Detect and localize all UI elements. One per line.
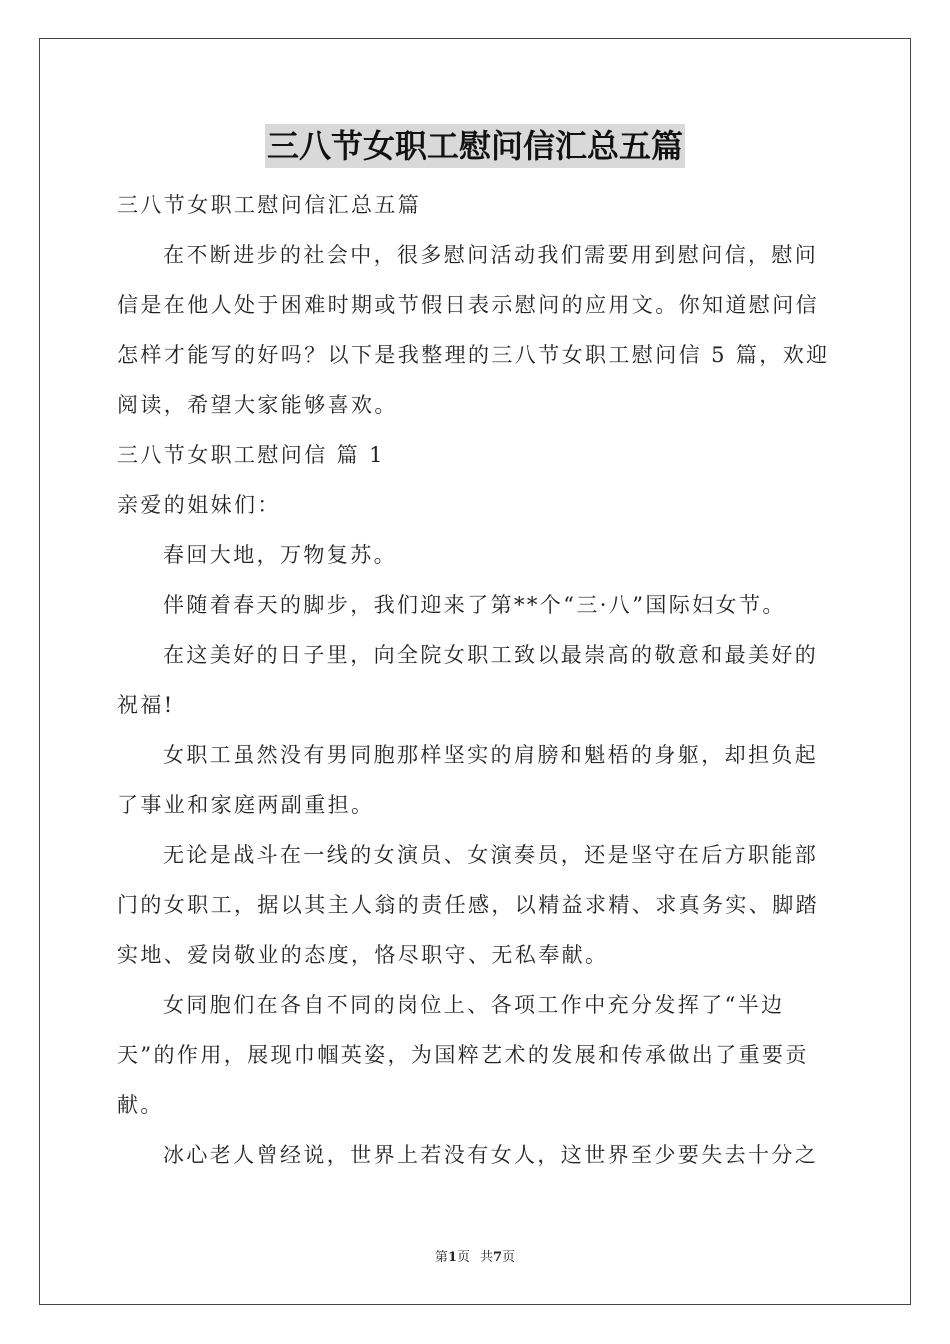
body-line: 了事业和家庭两副重担。 bbox=[117, 793, 375, 817]
body-line: 献。 bbox=[117, 1093, 164, 1117]
total-pages: 7 bbox=[493, 1250, 503, 1265]
page-footer bbox=[0, 1246, 950, 1265]
total-suffix: 页 bbox=[502, 1250, 516, 1265]
page-number: 1 bbox=[447, 1250, 457, 1265]
body-line: 女同胞们在各自不同的岗位上、各项工作中充分发挥了“半边 bbox=[163, 993, 785, 1017]
body-line: 怎样才能写的好吗？以下是我整理的三八节女职工慰问信 5 篇，欢迎 bbox=[117, 343, 830, 367]
title-container bbox=[0, 124, 950, 168]
total-prefix: 共 bbox=[480, 1250, 494, 1265]
body-line: 伴随着春天的脚步，我们迎来了第**个“三·八”国际妇女节。 bbox=[163, 593, 786, 617]
body-line: 三八节女职工慰问信汇总五篇 bbox=[117, 193, 422, 217]
body-line: 女职工虽然没有男同胞那样坚实的肩膀和魁梧的身躯，却担负起 bbox=[163, 743, 819, 767]
body-line: 祝福! bbox=[117, 693, 175, 717]
body-line: 冰心老人曾经说，世界上若没有女人，这世界至少要失去十分之 bbox=[163, 1143, 819, 1167]
section-heading: 三八节女职工慰问信 篇 1 bbox=[117, 443, 385, 467]
body-line: 无论是战斗在一线的女演员、女演奏员，还是坚守在后方职能部 bbox=[163, 843, 819, 867]
salutation: 亲爱的姐妹们： bbox=[117, 493, 281, 517]
document-title: 三八节女职工慰问信汇总五篇 bbox=[265, 124, 685, 168]
body-line: 阅读，希望大家能够喜欢。 bbox=[117, 393, 398, 417]
body-line: 在不断进步的社会中，很多慰问活动我们需要用到慰问信，慰问 bbox=[163, 243, 819, 267]
body-line: 门的女职工，据以其主人翁的责任感，以精益求精、求真务实、脚踏 bbox=[117, 893, 819, 917]
body-line: 春回大地，万物复苏。 bbox=[163, 543, 397, 567]
document-body bbox=[117, 180, 837, 1180]
body-line: 在这美好的日子里，向全院女职工致以最崇高的敬意和最美好的 bbox=[163, 643, 819, 667]
body-line: 天”的作用，展现巾帼英姿，为国粹艺术的发展和传承做出了重要贡 bbox=[117, 1043, 809, 1067]
page-prefix: 第 bbox=[434, 1250, 448, 1265]
body-line: 实地、爱岗敬业的态度，恪尽职守、无私奉献。 bbox=[117, 943, 609, 967]
body-line: 信是在他人处于困难时期或节假日表示慰问的应用文。你知道慰问信 bbox=[117, 293, 819, 317]
page-suffix: 页 bbox=[456, 1250, 470, 1265]
